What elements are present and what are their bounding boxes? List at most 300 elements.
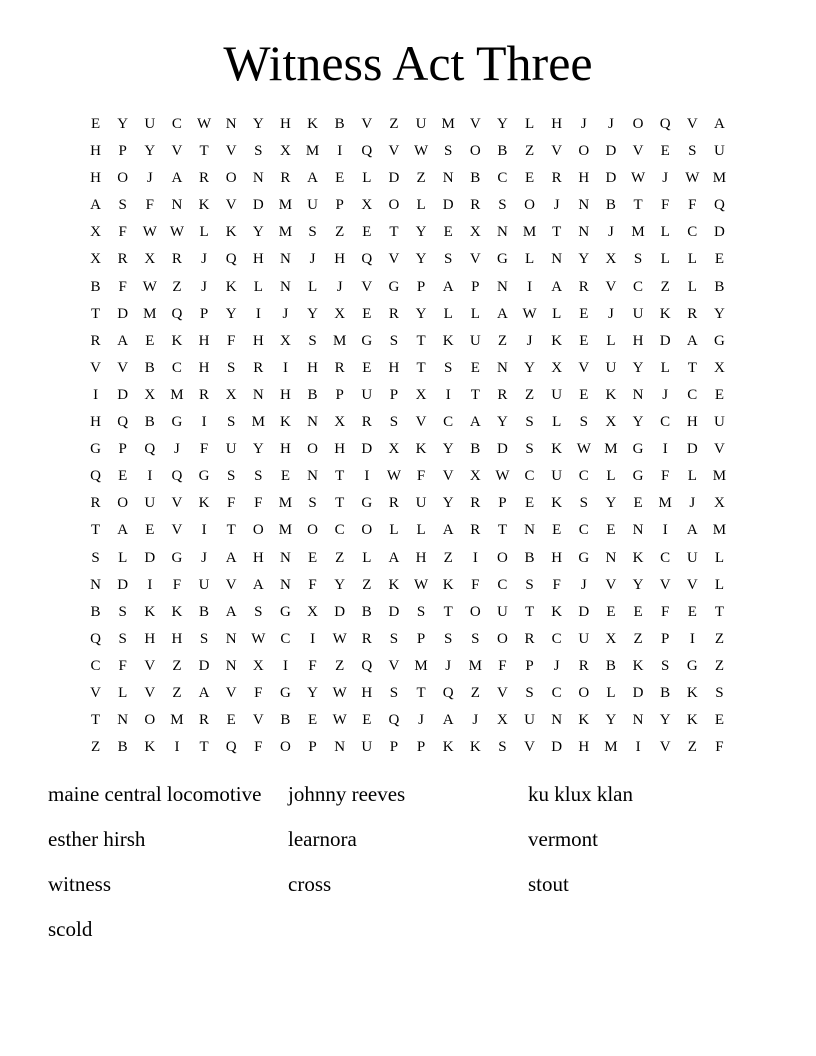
grid-letter: N <box>225 630 237 647</box>
grid-letter: A <box>442 278 454 295</box>
grid-letter: J <box>282 305 289 322</box>
grid-letter: L <box>714 549 725 566</box>
grid-letter: T <box>497 522 508 539</box>
grid-letter: P <box>525 657 534 674</box>
grid-letter: F <box>498 657 507 674</box>
grid-letter: T <box>199 739 209 756</box>
grid-letter: M <box>414 657 428 674</box>
grid-letter: A <box>90 197 101 214</box>
grid-letter: V <box>605 576 617 593</box>
grid-letter: V <box>632 143 644 160</box>
grid-letter: N <box>632 386 644 403</box>
word-list-item: esther hirsh <box>48 827 146 851</box>
grid-letter: J <box>201 278 207 295</box>
grid-letter: L <box>443 305 453 322</box>
grid-letter: I <box>310 630 316 647</box>
grid-letter: M <box>278 197 293 214</box>
grid-letter: O <box>280 739 291 756</box>
grid-letter: J <box>608 224 614 241</box>
grid-letter: U <box>361 386 373 403</box>
grid-letter: E <box>524 495 535 512</box>
grid-letter: T <box>335 468 345 485</box>
grid-letter: H <box>280 116 291 132</box>
grid-letter: L <box>199 224 209 241</box>
grid-letter: R <box>470 197 481 214</box>
page-title: Witness Act Three <box>223 35 593 91</box>
grid-letter: A <box>442 712 454 729</box>
grid-letter: F <box>416 468 426 485</box>
grid-letter: U <box>714 143 725 160</box>
grid-letter: Y <box>252 224 264 241</box>
grid-letter: T <box>90 712 101 729</box>
grid-letter: T <box>524 603 535 620</box>
grid-letter: T <box>416 684 426 701</box>
grid-letter: L <box>362 549 372 566</box>
grid-letter: N <box>551 251 563 268</box>
grid-letter: I <box>662 441 668 458</box>
grid-letter: T <box>90 522 101 539</box>
grid-letter: E <box>524 170 535 187</box>
grid-letter: R <box>199 712 210 729</box>
grid-letter: J <box>526 332 533 349</box>
grid-letter: V <box>225 197 237 214</box>
grid-letter: D <box>388 603 400 620</box>
grid-letter: H <box>171 630 183 647</box>
grid-letter: K <box>307 116 318 132</box>
grid-letter: N <box>307 468 318 485</box>
grid-letter: X <box>334 414 346 431</box>
grid-letter: P <box>308 739 317 756</box>
grid-letter: O <box>497 630 508 647</box>
grid-letter: H <box>280 441 291 458</box>
grid-letter: M <box>143 305 157 322</box>
grid-letter: Z <box>172 684 182 701</box>
grid-letter: N <box>280 549 291 566</box>
grid-letter: L <box>118 684 128 701</box>
grid-letter: E <box>714 251 725 268</box>
grid-letter: F <box>688 197 697 214</box>
grid-letter: V <box>605 278 617 295</box>
grid-letter: E <box>362 305 372 322</box>
grid-letter: Q <box>225 251 237 268</box>
grid-letter: G <box>632 441 644 458</box>
grid-letter: B <box>470 170 481 187</box>
grid-letter: Q <box>388 712 400 729</box>
grid-letter: I <box>364 468 370 485</box>
grid-letter: S <box>227 468 236 485</box>
grid-letter: D <box>361 441 373 458</box>
grid-letter: R <box>171 251 182 268</box>
grid-letter: B <box>144 414 155 431</box>
grid-letter: W <box>630 170 646 187</box>
grid-letter: I <box>201 522 207 539</box>
grid-letter: M <box>278 522 293 539</box>
grid-letter: K <box>442 332 454 349</box>
grid-letter: C <box>551 630 562 647</box>
grid-letter: C <box>443 414 454 431</box>
word-list-item: learnora <box>288 827 357 851</box>
grid-letter: K <box>415 441 427 458</box>
grid-letter: H <box>280 386 291 403</box>
grid-letter: T <box>443 603 453 620</box>
grid-letter: C <box>171 359 182 376</box>
grid-letter: P <box>389 739 399 756</box>
grid-letter: U <box>632 305 644 322</box>
grid-letter: M <box>305 143 320 160</box>
grid-letter: A <box>497 305 508 322</box>
grid-letter: W <box>522 305 537 322</box>
grid-letter: L <box>687 251 697 268</box>
grid-letter: E <box>362 359 372 376</box>
grid-letter: H <box>90 170 101 187</box>
grid-letter: R <box>578 657 589 674</box>
grid-letter: U <box>686 549 698 566</box>
grid-letter: B <box>361 603 372 620</box>
grid-letter: T <box>687 359 697 376</box>
grid-letter: V <box>497 684 508 701</box>
grid-letter: N <box>171 197 183 214</box>
grid-letter: K <box>686 712 698 729</box>
grid-letter: L <box>524 116 535 132</box>
grid-letter: S <box>525 441 534 458</box>
grid-letter: Z <box>524 386 535 403</box>
grid-letter: H <box>90 143 101 160</box>
grid-letter: H <box>388 359 400 376</box>
grid-letter: P <box>498 495 507 512</box>
grid-letter: S <box>118 197 127 214</box>
grid-letter: Q <box>90 630 101 647</box>
grid-letter: H <box>686 414 698 431</box>
grid-letter: V <box>388 251 400 268</box>
grid-letter: D <box>605 143 617 160</box>
grid-letter: N <box>632 712 644 729</box>
grid-letter: Y <box>605 712 617 729</box>
grid-letter: Q <box>171 305 183 322</box>
grid-letter: N <box>334 739 346 756</box>
grid-letter: F <box>227 332 236 349</box>
grid-letter: V <box>225 143 237 160</box>
grid-letter: Z <box>335 657 345 674</box>
grid-letter: Q <box>714 197 725 214</box>
grid-letter: N <box>578 197 590 214</box>
grid-letter: S <box>254 143 263 160</box>
grid-letter: H <box>415 549 427 566</box>
grid-letter: L <box>606 684 616 701</box>
grid-letter: L <box>552 414 562 431</box>
grid-letter: L <box>552 305 562 322</box>
grid-letter: Y <box>605 495 617 512</box>
grid-letter: S <box>444 143 453 160</box>
grid-letter: E <box>606 522 616 539</box>
grid-letter: Y <box>442 441 454 458</box>
grid-letter: U <box>307 197 318 214</box>
grid-letter: Z <box>443 549 453 566</box>
grid-letter: I <box>445 386 451 403</box>
grid-letter: O <box>524 197 535 214</box>
grid-letter: K <box>551 441 563 458</box>
grid-letter: R <box>280 170 291 187</box>
grid-letter: Y <box>307 684 318 701</box>
word-list-item: stout <box>528 872 569 896</box>
grid-letter: P <box>416 630 426 647</box>
grid-letter: Y <box>307 305 318 322</box>
grid-letter: M <box>170 712 184 729</box>
grid-letter: J <box>201 251 207 268</box>
grid-letter: X <box>90 251 101 268</box>
grid-letter: Z <box>389 116 399 132</box>
grid-letter: A <box>171 170 183 187</box>
grid-letter: U <box>714 414 725 431</box>
grid-letter: X <box>252 657 264 674</box>
grid-letter: T <box>552 224 562 241</box>
grid-letter: E <box>145 522 155 539</box>
grid-letter: U <box>198 576 210 593</box>
grid-letter: Q <box>144 441 156 458</box>
grid-letter: E <box>307 712 318 729</box>
grid-letter: D <box>334 603 346 620</box>
grid-letter: S <box>715 684 724 701</box>
grid-letter: Z <box>172 657 182 674</box>
grid-letter: U <box>551 468 563 485</box>
grid-letter: P <box>416 739 426 756</box>
grid-letter: Q <box>171 468 183 485</box>
grid-letter: V <box>524 739 535 756</box>
grid-letter: I <box>201 414 207 431</box>
grid-letter: Z <box>90 739 101 756</box>
grid-letter: J <box>580 576 587 593</box>
grid-letter: F <box>254 495 263 512</box>
grid-letter: W <box>576 441 591 458</box>
grid-letter: R <box>497 386 508 403</box>
grid-letter: K <box>442 576 454 593</box>
grid-letter: F <box>118 278 127 295</box>
grid-letter: X <box>280 332 291 349</box>
grid-letter: N <box>225 116 237 132</box>
grid-letter: D <box>117 386 129 403</box>
grid-letter: G <box>280 603 291 620</box>
grid-letter: S <box>389 684 399 701</box>
grid-letter: M <box>712 522 727 539</box>
grid-letter: H <box>361 684 373 701</box>
grid-letter: K <box>171 603 183 620</box>
grid-letter: K <box>632 657 644 674</box>
grid-letter: J <box>608 305 614 322</box>
grid-letter: O <box>632 116 644 132</box>
grid-letter: R <box>199 170 210 187</box>
grid-letter: O <box>388 197 400 214</box>
grid-letter: V <box>415 414 427 431</box>
grid-letter: B <box>307 386 318 403</box>
grid-letter: Z <box>416 170 426 187</box>
grid-letter: T <box>199 143 209 160</box>
grid-letter: X <box>334 305 346 322</box>
grid-letter: G <box>90 441 101 458</box>
grid-letter: N <box>280 576 291 593</box>
grid-letter: B <box>605 197 616 214</box>
grid-letter: X <box>551 359 563 376</box>
grid-letter: B <box>714 278 725 295</box>
grid-letter: M <box>468 657 482 674</box>
grid-letter: L <box>606 468 616 485</box>
grid-letter: C <box>687 386 698 403</box>
grid-letter: P <box>335 197 344 214</box>
grid-letter: Z <box>335 224 345 241</box>
grid-letter: N <box>497 359 508 376</box>
grid-letter: R <box>199 386 210 403</box>
grid-letter: A <box>198 684 210 701</box>
grid-letter: K <box>198 197 210 214</box>
grid-letter: P <box>661 630 670 647</box>
grid-letter: S <box>227 414 236 431</box>
grid-letter: C <box>633 278 644 295</box>
grid-letter: F <box>118 657 127 674</box>
grid-letter: J <box>662 170 669 187</box>
grid-letter: V <box>171 495 183 512</box>
grid-letter: C <box>687 224 698 241</box>
grid-letter: A <box>686 332 698 349</box>
grid-letter: S <box>416 603 426 620</box>
grid-letter: W <box>413 576 429 593</box>
grid-letter: H <box>551 116 563 132</box>
grid-letter: X <box>605 251 617 268</box>
grid-letter: Y <box>415 224 427 241</box>
grid-letter: B <box>524 549 535 566</box>
grid-letter: N <box>225 657 237 674</box>
grid-letter: F <box>661 197 670 214</box>
grid-letter: C <box>660 549 671 566</box>
grid-letter: E <box>470 359 480 376</box>
grid-letter: N <box>90 576 101 593</box>
grid-letter: B <box>605 657 616 674</box>
grid-letter: X <box>280 143 291 160</box>
grid-letter: W <box>332 712 347 729</box>
grid-letter: M <box>604 739 618 756</box>
grid-letter: V <box>686 116 698 132</box>
grid-letter: M <box>278 224 293 241</box>
grid-letter: Z <box>524 143 535 160</box>
grid-letter: E <box>606 603 616 620</box>
grid-letter: R <box>334 359 345 376</box>
grid-letter: X <box>144 386 156 403</box>
grid-letter: R <box>388 305 399 322</box>
grid-letter: J <box>336 278 343 295</box>
grid-letter: S <box>389 630 399 647</box>
grid-letter: O <box>578 143 590 160</box>
grid-letter: E <box>714 712 725 729</box>
grid-letter: U <box>225 441 237 458</box>
grid-letter: T <box>90 305 101 322</box>
grid-letter: E <box>280 468 291 485</box>
grid-letter: R <box>117 251 128 268</box>
grid-letter: E <box>335 170 345 187</box>
grid-letter: L <box>389 522 399 539</box>
grid-letter: E <box>443 224 453 241</box>
grid-letter: S <box>254 468 263 485</box>
grid-letter: C <box>497 170 508 187</box>
grid-letter: S <box>498 739 507 756</box>
grid-letter: Y <box>252 116 264 132</box>
grid-letter: T <box>335 495 345 512</box>
grid-letter: I <box>689 630 695 647</box>
grid-letter: O <box>117 170 129 187</box>
grid-letter: Y <box>714 305 725 322</box>
grid-letter: J <box>146 170 153 187</box>
grid-letter: E <box>579 305 589 322</box>
grid-letter: B <box>90 278 101 295</box>
grid-letter: F <box>118 224 127 241</box>
grid-letter: G <box>171 414 183 431</box>
grid-letter: V <box>225 684 237 701</box>
grid-letter: F <box>145 197 154 214</box>
grid-letter: O <box>252 522 264 539</box>
grid-letter: V <box>171 143 183 160</box>
grid-letter: F <box>308 576 317 593</box>
grid-letter: A <box>225 549 237 566</box>
grid-letter: C <box>578 468 589 485</box>
grid-letter: D <box>632 684 644 701</box>
grid-letter: D <box>714 224 725 241</box>
grid-letter: O <box>469 143 481 160</box>
grid-letter: B <box>90 603 101 620</box>
grid-letter: I <box>93 386 99 403</box>
grid-letter: Z <box>714 630 725 647</box>
grid-letter: Z <box>470 684 480 701</box>
grid-letter: W <box>332 684 347 701</box>
grid-letter: R <box>687 305 698 322</box>
grid-letter: V <box>469 251 481 268</box>
grid-letter: Y <box>524 359 535 376</box>
grid-letter: H <box>307 359 318 376</box>
grid-letter: E <box>226 712 236 729</box>
grid-letter: P <box>199 305 209 322</box>
grid-letter: S <box>579 414 588 431</box>
grid-letter: C <box>497 576 508 593</box>
grid-letter: N <box>551 712 563 729</box>
grid-letter: G <box>361 495 373 512</box>
grid-letter: J <box>174 441 180 458</box>
grid-letter: T <box>714 603 725 620</box>
grid-letter: O <box>361 522 373 539</box>
grid-letter: Z <box>660 278 670 295</box>
grid-letter: K <box>198 495 210 512</box>
grid-letter: K <box>225 224 237 241</box>
grid-letter: F <box>471 576 480 593</box>
grid-letter: J <box>608 116 614 132</box>
grid-letter: D <box>605 170 617 187</box>
grid-letter: D <box>659 332 671 349</box>
word-list <box>48 780 768 960</box>
grid-letter: J <box>445 657 452 674</box>
grid-letter: S <box>525 414 534 431</box>
grid-letter: T <box>226 522 236 539</box>
grid-letter: V <box>90 359 101 376</box>
grid-letter: P <box>416 278 426 295</box>
grid-letter: R <box>524 630 535 647</box>
grid-letter: H <box>578 739 590 756</box>
grid-letter: M <box>333 332 347 349</box>
grid-letter: S <box>254 603 263 620</box>
grid-letter: K <box>659 305 671 322</box>
grid-letter: H <box>252 549 264 566</box>
grid-letter: M <box>278 495 293 512</box>
grid-letter: N <box>497 224 508 241</box>
grid-letter: P <box>471 278 480 295</box>
grid-letter: M <box>631 224 645 241</box>
grid-letter: D <box>117 576 129 593</box>
grid-letter: L <box>660 224 670 241</box>
grid-letter: K <box>388 576 400 593</box>
grid-letter: O <box>497 549 508 566</box>
